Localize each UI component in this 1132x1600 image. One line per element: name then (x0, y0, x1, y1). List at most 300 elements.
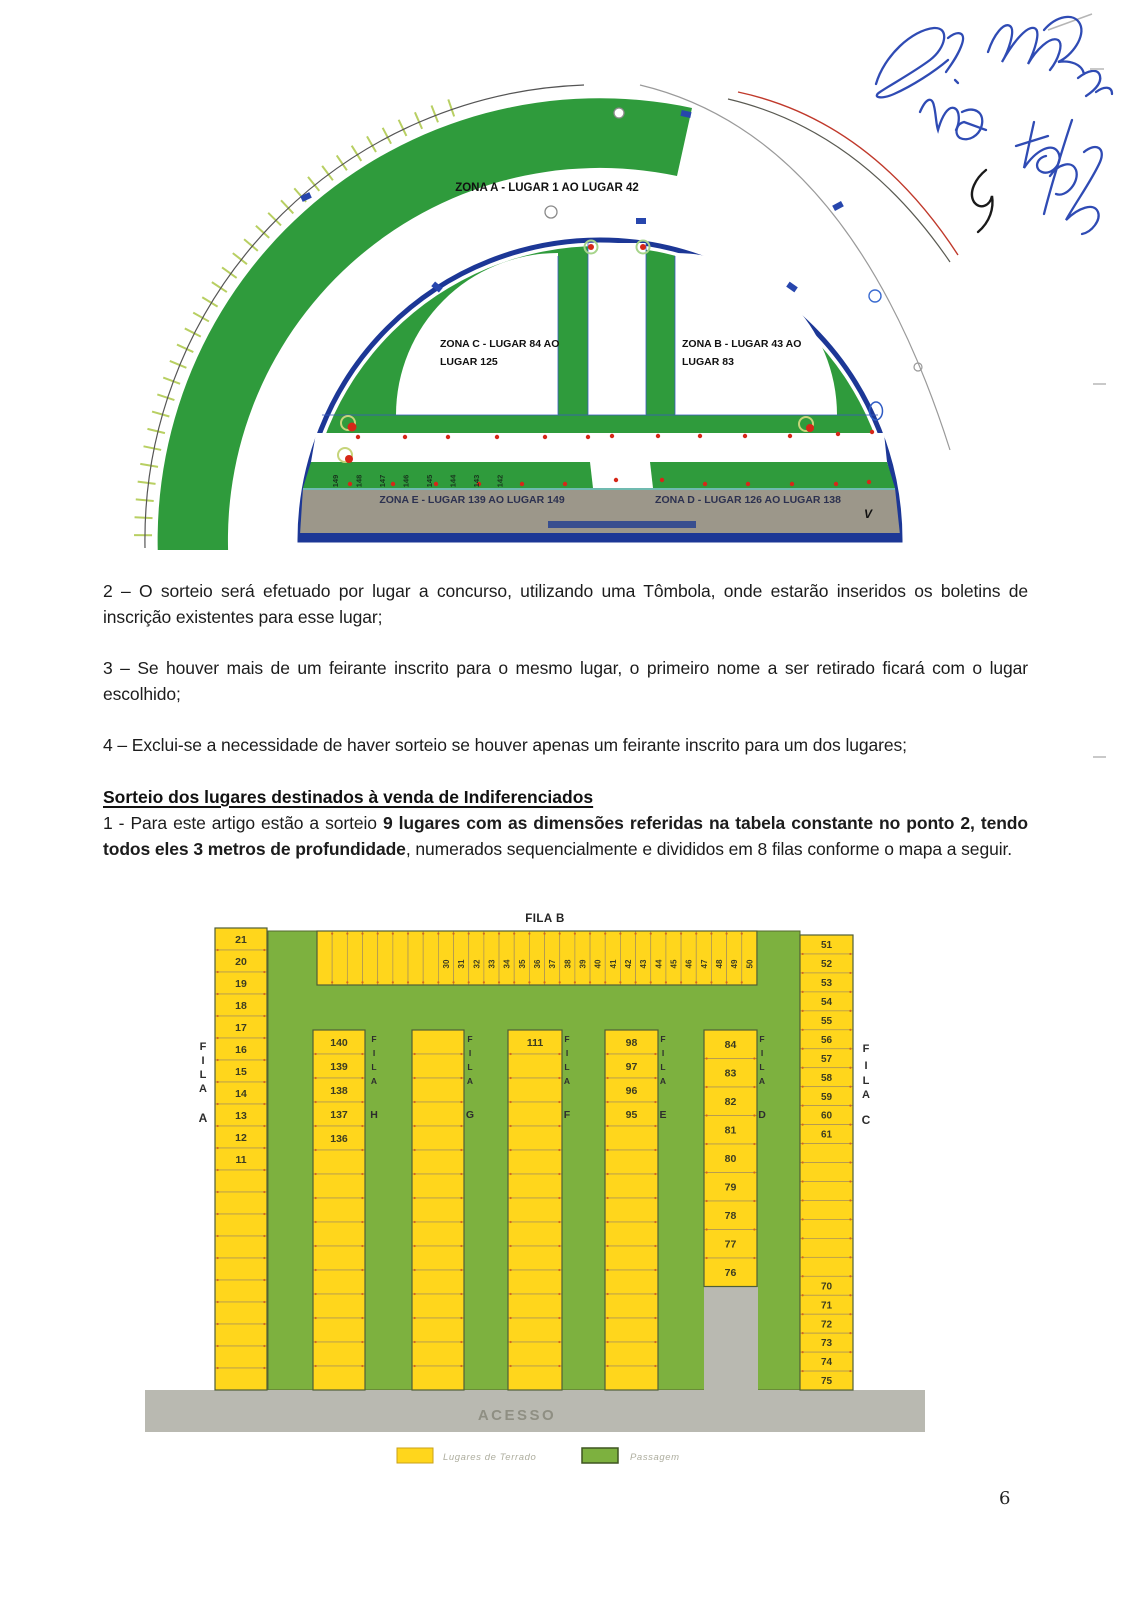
tick-dot (315, 1365, 317, 1367)
tick-dot (741, 981, 743, 983)
tick-dot (543, 981, 545, 983)
red-dot (834, 482, 838, 486)
legend-swatch-stall (397, 1448, 433, 1463)
stall-number: 78 (724, 1210, 737, 1223)
stall-cell (313, 1150, 365, 1174)
stall-cell (215, 1258, 267, 1280)
red-dot (543, 435, 547, 439)
stall-number: 58 (820, 1072, 833, 1084)
fila-letter: L (371, 1062, 377, 1072)
tick-dot (510, 1077, 512, 1079)
tick-dot (607, 1101, 609, 1103)
fila-letter: F (862, 1043, 870, 1055)
red-dot (656, 434, 660, 438)
stall-cell (508, 1102, 562, 1126)
tick-dot (315, 1245, 317, 1247)
tick-dot (377, 981, 379, 983)
tick-dot (607, 1365, 609, 1367)
fila-letter: A (370, 1076, 378, 1086)
stall-number: 82 (724, 1096, 737, 1109)
stall-number: 54 (820, 996, 833, 1008)
tick-dot (217, 1301, 219, 1303)
tick-dot (361, 1173, 363, 1175)
hatch-tick (415, 112, 422, 129)
tick-dot (802, 1313, 804, 1315)
tick-dot (217, 1323, 219, 1325)
tick-dot (460, 1365, 462, 1367)
tick-dot (510, 1317, 512, 1319)
fila-letter: I (201, 1055, 205, 1067)
tick-dot (706, 1057, 708, 1059)
stall-cell (727, 931, 742, 985)
tick-dot (607, 1173, 609, 1175)
zone-d-label: ZONA D - LUGAR 126 AO LUGAR 138 (655, 494, 841, 506)
stall-cell (313, 1270, 365, 1294)
section-heading (103, 785, 1028, 809)
tick-dot (849, 1142, 851, 1144)
tick-dot (654, 1269, 656, 1271)
tick-dot (634, 933, 636, 935)
tick-dot (460, 1101, 462, 1103)
stall-cell (800, 1238, 853, 1257)
hatch-tick (256, 226, 269, 238)
hatch-tick (170, 361, 187, 368)
tick-dot (346, 981, 348, 983)
stall-column (412, 1030, 464, 1390)
stall-number: 33 (487, 959, 497, 969)
tick-dot (361, 933, 363, 935)
stall-cell (508, 1054, 562, 1078)
fila-letter: I (661, 1048, 665, 1058)
stall-cell (514, 931, 529, 985)
stall-number: 11 (235, 1153, 247, 1166)
tick-dot (558, 1341, 560, 1343)
stall-number: 75 (820, 1376, 833, 1388)
red-dot (348, 482, 352, 486)
stall-cell (545, 931, 560, 985)
stall-cell (412, 1150, 464, 1174)
tick-dot (217, 971, 219, 973)
red-dot (660, 478, 664, 482)
red-dot (586, 435, 590, 439)
tick-dot (263, 1213, 265, 1215)
tick-dot (634, 981, 636, 983)
tick-dot (802, 991, 804, 993)
tick-dot (654, 1125, 656, 1127)
hatch-tick (144, 446, 162, 450)
blue-square (786, 282, 798, 293)
stall-cell (215, 1236, 267, 1258)
stall-cell (605, 1150, 658, 1174)
red-dot (391, 482, 395, 486)
tick-dot (263, 1081, 265, 1083)
stall-number: 56 (820, 1034, 833, 1046)
hatch-tick (448, 99, 454, 116)
tick-dot (460, 1149, 462, 1151)
stall-cell (605, 1246, 658, 1270)
tick-dot (483, 981, 485, 983)
stall-cell (508, 1126, 562, 1150)
stall-number: 32 (472, 959, 482, 969)
tick-dot (607, 1341, 609, 1343)
tick-dot (361, 1341, 363, 1343)
stall-cell (469, 931, 484, 985)
stall-cell (332, 931, 347, 985)
stall-cell (215, 1368, 267, 1390)
tick-dot (217, 1081, 219, 1083)
stall-column (215, 928, 267, 1390)
tick-dot (422, 981, 424, 983)
tick-dot (217, 1037, 219, 1039)
stall-number: 60 (820, 1110, 833, 1122)
stall-cell (560, 931, 575, 985)
tick-dot (849, 991, 851, 993)
tick-dot (263, 1037, 265, 1039)
tick-dot (753, 1057, 755, 1059)
stall-number: 137 (330, 1108, 348, 1121)
tick-dot (315, 1125, 317, 1127)
tick-dot (217, 1103, 219, 1105)
white-gap-strip (311, 433, 887, 462)
stall-number: 37 (548, 959, 558, 969)
tick-dot (510, 1173, 512, 1175)
tick-dot (741, 933, 743, 935)
fila-letter: L (467, 1062, 473, 1072)
tick-dot (706, 1171, 708, 1173)
tick-dot (315, 1077, 317, 1079)
tick-dot (361, 1317, 363, 1319)
tick-dot (315, 1149, 317, 1151)
stall-cell (742, 931, 757, 985)
tick-dot (695, 933, 697, 935)
strip-number: 145 (425, 474, 434, 488)
tick-dot (510, 1245, 512, 1247)
stall-cell (508, 1318, 562, 1342)
tick-dot (654, 1365, 656, 1367)
fila-letter: A (466, 1076, 474, 1086)
stall-number: 19 (235, 977, 247, 990)
tick-dot (510, 1197, 512, 1199)
stall-cell (412, 1054, 464, 1078)
stall-number: 97 (625, 1060, 638, 1073)
tick-dot (706, 1114, 708, 1116)
tick-dot (654, 1149, 656, 1151)
stall-number: 34 (502, 959, 512, 969)
tick-dot (510, 1053, 512, 1055)
tick-dot (802, 1199, 804, 1201)
fila-letter: I (864, 1060, 868, 1072)
tick-dot (263, 1103, 265, 1105)
tick-dot (437, 981, 439, 983)
tick-dot (619, 981, 621, 983)
stall-cell (412, 1246, 464, 1270)
stall-cell (313, 1294, 365, 1318)
hatch-tick (136, 499, 154, 501)
fila-letter: F (371, 1034, 377, 1044)
red-dot (520, 482, 524, 486)
zone-b-pocket (675, 253, 837, 415)
stall-number: 12 (235, 1131, 247, 1144)
stall-cell (800, 1144, 853, 1163)
tick-dot (607, 1293, 609, 1295)
stall-cell (215, 1214, 267, 1236)
tick-dot (263, 1169, 265, 1171)
tick-dot (414, 1245, 416, 1247)
tick-dot (558, 1269, 560, 1271)
tick-dot (753, 1143, 755, 1145)
tick-dot (460, 1125, 462, 1127)
tick-dot (460, 1317, 462, 1319)
zone-b-label-line2: LUGAR 83 (682, 356, 734, 368)
stall-cell (508, 1222, 562, 1246)
tick-dot (498, 933, 500, 935)
tick-dot (263, 1323, 265, 1325)
tick-dot (483, 933, 485, 935)
acesso-label: ACESSO (477, 1407, 557, 1424)
gray-strip-blue-bar (548, 521, 696, 528)
tick-dot (607, 1245, 609, 1247)
tick-dot (654, 1245, 656, 1247)
tick-dot (849, 1124, 851, 1126)
tick-dot (263, 971, 265, 973)
stall-number: 139 (330, 1060, 348, 1073)
tick-dot (802, 972, 804, 974)
tick-dot (361, 1125, 363, 1127)
stall-cell (508, 1078, 562, 1102)
red-dot (806, 424, 814, 432)
tick-dot (802, 1105, 804, 1107)
page-number: 6 (999, 1488, 1011, 1509)
stall-number: 49 (730, 959, 740, 969)
tick-dot (725, 933, 727, 935)
stall-number: 73 (820, 1338, 833, 1350)
tick-dot (849, 1010, 851, 1012)
stall-number: 83 (724, 1067, 737, 1080)
stall-cell (215, 1170, 267, 1192)
stall-number: 41 (608, 959, 618, 969)
stall-cell (412, 1102, 464, 1126)
tick-dot (802, 1237, 804, 1239)
tick-dot (849, 972, 851, 974)
tick-dot (315, 1173, 317, 1175)
tick-dot (263, 1367, 265, 1369)
fila-row-id: A (198, 1111, 208, 1125)
tick-dot (263, 1345, 265, 1347)
tick-dot (802, 1351, 804, 1353)
stall-number: 31 (457, 959, 467, 969)
stall-number: 21 (235, 933, 247, 946)
stall-cell (313, 1318, 365, 1342)
fila-letter: I (468, 1048, 472, 1058)
stall-column (605, 1030, 658, 1390)
tick-dot (361, 1077, 363, 1079)
tick-dot (695, 981, 697, 983)
hatch-tick (140, 464, 158, 467)
stall-cell (681, 931, 696, 985)
red-dot (563, 482, 567, 486)
tick-dot (217, 1279, 219, 1281)
stall-cell (800, 1163, 853, 1182)
tick-dot (558, 1365, 560, 1367)
stall-cell (508, 1198, 562, 1222)
stall-cell (363, 931, 378, 985)
stall-cell (423, 931, 438, 985)
paragraph-1-part: , numerados sequencialmente e divididos em 8 filas conforme o mapa a seguir. (405, 839, 1013, 859)
tick-dot (849, 1237, 851, 1239)
tick-dot (437, 933, 439, 935)
stall-cell (313, 1174, 365, 1198)
tick-dot (849, 1256, 851, 1258)
fila-letter: F (759, 1034, 765, 1044)
tick-dot (849, 1086, 851, 1088)
stall-cell (378, 931, 393, 985)
stall-cell (590, 931, 605, 985)
tick-dot (361, 981, 363, 983)
stall-cell (508, 1342, 562, 1366)
tick-dot (315, 1341, 317, 1343)
tick-dot (706, 1200, 708, 1202)
fila-letter: F (564, 1034, 570, 1044)
red-dot (867, 480, 871, 484)
tick-dot (589, 933, 591, 935)
zone-c-label-line2: LUGAR 125 (440, 356, 498, 368)
paragraph-1-part: 9 lugares com as dimensões referidas na tabela constante no ponto 2, tendo todos eles 3 metros de profundidade (103, 813, 1028, 859)
stall-cell (800, 1257, 853, 1276)
stall-cell (313, 1342, 365, 1366)
stall-number: 40 (593, 959, 603, 969)
tick-dot (558, 1149, 560, 1151)
fila-letter: L (862, 1075, 870, 1087)
tick-dot (558, 1245, 560, 1247)
stall-cell (800, 1219, 853, 1238)
paragraph-2: 2 – O sorteio será efetuado por lugar a concurso, utilizando uma Tômbola, onde estarão inseridos os boletins de inscrição existentes para esse lugar; (103, 581, 1028, 627)
tick-dot (802, 953, 804, 955)
hatch-tick (268, 213, 281, 226)
stall-cell (605, 1294, 658, 1318)
tick-dot (315, 1293, 317, 1295)
tick-dot (543, 933, 545, 935)
stall-number: 30 (441, 959, 451, 969)
paragraph-3: 3 – Se houver mais de um feirante inscrito para o mesmo lugar, o primeiro nome a ser retirado ficará com o lugar escolhido; (103, 658, 1028, 704)
tick-dot (528, 981, 530, 983)
stall-cell (605, 1174, 658, 1198)
fila-letter: I (760, 1048, 764, 1058)
hatch-tick (281, 200, 293, 213)
tick-dot (460, 1197, 462, 1199)
zone-c-label-line1: ZONA C - LUGAR 84 AO (440, 338, 560, 350)
tick-dot (706, 1257, 708, 1259)
hatch-tick (152, 412, 169, 417)
tick-dot (849, 1029, 851, 1031)
red-dot (743, 434, 747, 438)
tick-dot (802, 1010, 804, 1012)
tick-dot (217, 1125, 219, 1127)
tick-dot (849, 1180, 851, 1182)
tick-dot (802, 1294, 804, 1296)
zone-e-label: ZONA E - LUGAR 139 AO LUGAR 149 (379, 494, 565, 506)
stall-cell (620, 931, 635, 985)
stall-number: 51 (820, 940, 833, 952)
stall-cell (605, 1270, 658, 1294)
stall-number: 136 (330, 1132, 348, 1145)
tick-dot (407, 933, 409, 935)
tick-dot (460, 1221, 462, 1223)
tick-dot (849, 953, 851, 955)
red-dot (790, 482, 794, 486)
stall-cell (317, 931, 332, 985)
tick-dot (263, 1125, 265, 1127)
tick-dot (414, 1125, 416, 1127)
strip-corridor-gap (590, 462, 653, 488)
hatch-tick (135, 517, 153, 518)
circle-marker (869, 290, 881, 302)
tick-dot (528, 933, 530, 935)
stall-cell (508, 1270, 562, 1294)
tick-dot (753, 1257, 755, 1259)
stall-number: 61 (820, 1129, 833, 1141)
circle-marker (914, 363, 922, 371)
red-dot (495, 435, 499, 439)
circle-marker (614, 108, 624, 118)
tick-dot (510, 1149, 512, 1151)
strip-number: 146 (401, 474, 411, 488)
tick-dot (414, 1293, 416, 1295)
right-red-arc (738, 92, 958, 255)
tick-dot (217, 1235, 219, 1237)
tick-dot (558, 1053, 560, 1055)
tick-dot (452, 981, 454, 983)
stall-cell (438, 931, 453, 985)
stall-number: 138 (330, 1084, 348, 1097)
circle-marker (545, 206, 557, 218)
stall-cell (605, 1318, 658, 1342)
tick-dot (802, 1180, 804, 1182)
tick-dot (361, 1221, 363, 1223)
stall-number: 42 (623, 959, 633, 969)
tick-dot (331, 933, 333, 935)
tick-dot (263, 1257, 265, 1259)
stall-cell (605, 931, 620, 985)
tick-dot (414, 1341, 416, 1343)
tick-dot (331, 981, 333, 983)
red-dot (640, 244, 646, 250)
stall-row (317, 931, 757, 985)
tick-dot (849, 1275, 851, 1277)
stall-cell (393, 931, 408, 985)
tick-dot (849, 1105, 851, 1107)
tick-dot (654, 1053, 656, 1055)
hatch-tick (244, 239, 258, 251)
stall-number: 35 (517, 959, 527, 969)
stall-number: 15 (235, 1065, 247, 1078)
tick-dot (468, 981, 470, 983)
blue-square (636, 218, 646, 224)
tick-dot (361, 1149, 363, 1151)
stall-cell (313, 1222, 365, 1246)
zone-a-label: ZONA A - LUGAR 1 AO LUGAR 42 (455, 182, 639, 194)
strip-number: 148 (354, 474, 364, 488)
fila-b-label: FILA B (525, 913, 565, 925)
tick-dot (315, 1317, 317, 1319)
scan-artifact-dash (1093, 383, 1106, 385)
hatch-tick (431, 106, 438, 123)
stall-cell (215, 1324, 267, 1346)
stall-cell (454, 931, 469, 985)
stall-number: 72 (820, 1319, 833, 1331)
tick-dot (361, 1269, 363, 1271)
tick-dot (607, 1221, 609, 1223)
stall-cell (800, 1181, 853, 1200)
